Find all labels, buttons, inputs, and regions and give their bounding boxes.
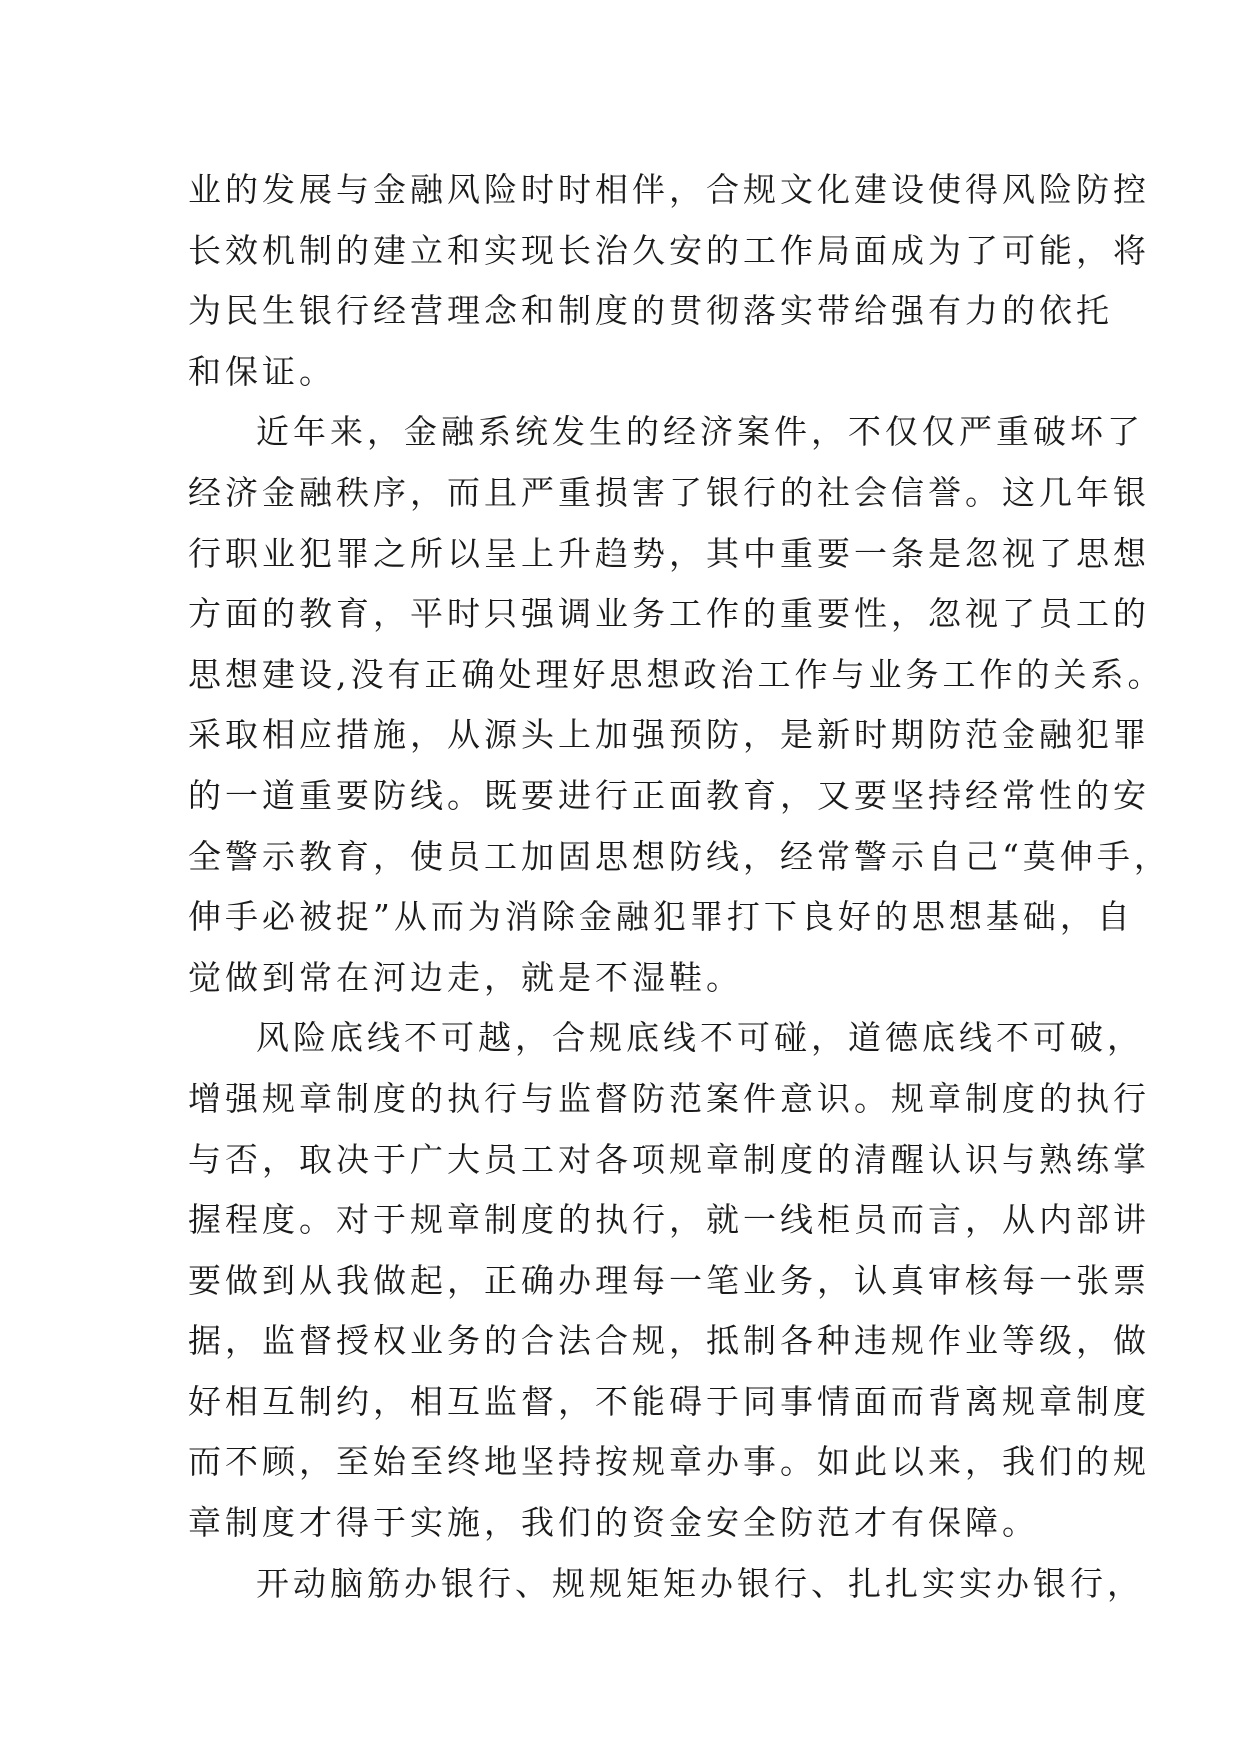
text-line: 觉做到常在河边走，就是不湿鞋。 <box>188 957 743 997</box>
text-line: 开动脑筋办银行、规规矩矩办银行、扎扎实实办银行， <box>256 1563 1144 1603</box>
text-line: 的一道重要防线。既要进行正面教育，又要坚持经常性的安 <box>188 775 1150 815</box>
text-line: 要做到从我做起，正确办理每一笔业务，认真审核每一张票 <box>188 1260 1150 1300</box>
text-line: 思想建设,没有正确处理好思想政治工作与业务工作的关系。 <box>188 654 1165 694</box>
text-line: 好相互制约，相互监督，不能碍于同事情面而背离规章制度 <box>188 1381 1150 1421</box>
text-line: 和保证。 <box>188 351 336 391</box>
text-line: 方面的教育，平时只强调业务工作的重要性，忽视了员工的 <box>188 594 1150 634</box>
text-line: 而不顾，至始至终地坚持按规章办事。如此以来，我们的规 <box>188 1442 1150 1482</box>
text-line: 据，监督授权业务的合法合规，抵制各种违规作业等级，做 <box>188 1321 1150 1361</box>
text-line: 增强规章制度的执行与监督防范案件意识。规章制度的执行 <box>188 1078 1150 1118</box>
paragraph <box>188 1554 1144 1615</box>
text-line: 近年来，金融系统发生的经济案件，不仅仅严重破坏了 <box>256 412 1144 452</box>
body-text <box>188 160 1171 1614</box>
text-line: 与否，取决于广大员工对各项规章制度的清醒认识与熟练掌 <box>188 1139 1150 1179</box>
text-line: 全警示教育，使员工加固思想防线，经常警示自己“莫伸手， <box>188 836 1171 876</box>
text-line: 伸手必被捉”从而为消除金融犯罪打下良好的思想基础，自 <box>188 897 1134 937</box>
text-line: 风险底线不可越，合规底线不可碰，道德底线不可破， <box>256 1018 1144 1058</box>
text-line: 握程度。对于规章制度的执行，就一线柜员而言，从内部讲 <box>188 1200 1150 1240</box>
text-line: 业的发展与金融风险时时相伴，合规文化建设使得风险防控 <box>188 170 1150 209</box>
paragraph <box>188 160 1150 402</box>
text-line: 经济金融秩序，而且严重损害了银行的社会信誉。这几年银 <box>188 472 1150 512</box>
text-line: 行职业犯罪之所以呈上升趋势，其中重要一条是忽视了思想 <box>188 533 1150 573</box>
paragraph <box>188 402 1171 1008</box>
text-line: 章制度才得于实施，我们的资金安全防范才有保障。 <box>188 1503 1039 1543</box>
text-line: 采取相应措施，从源头上加强预防，是新时期防范金融犯罪 <box>188 715 1150 755</box>
text-line: 长效机制的建立和实现长治久安的工作局面成为了可能，将 <box>188 230 1150 270</box>
paragraph <box>188 1008 1150 1553</box>
text-line: 为民生银行经营理念和制度的贯彻落实带给强有力的依托 <box>188 291 1113 331</box>
